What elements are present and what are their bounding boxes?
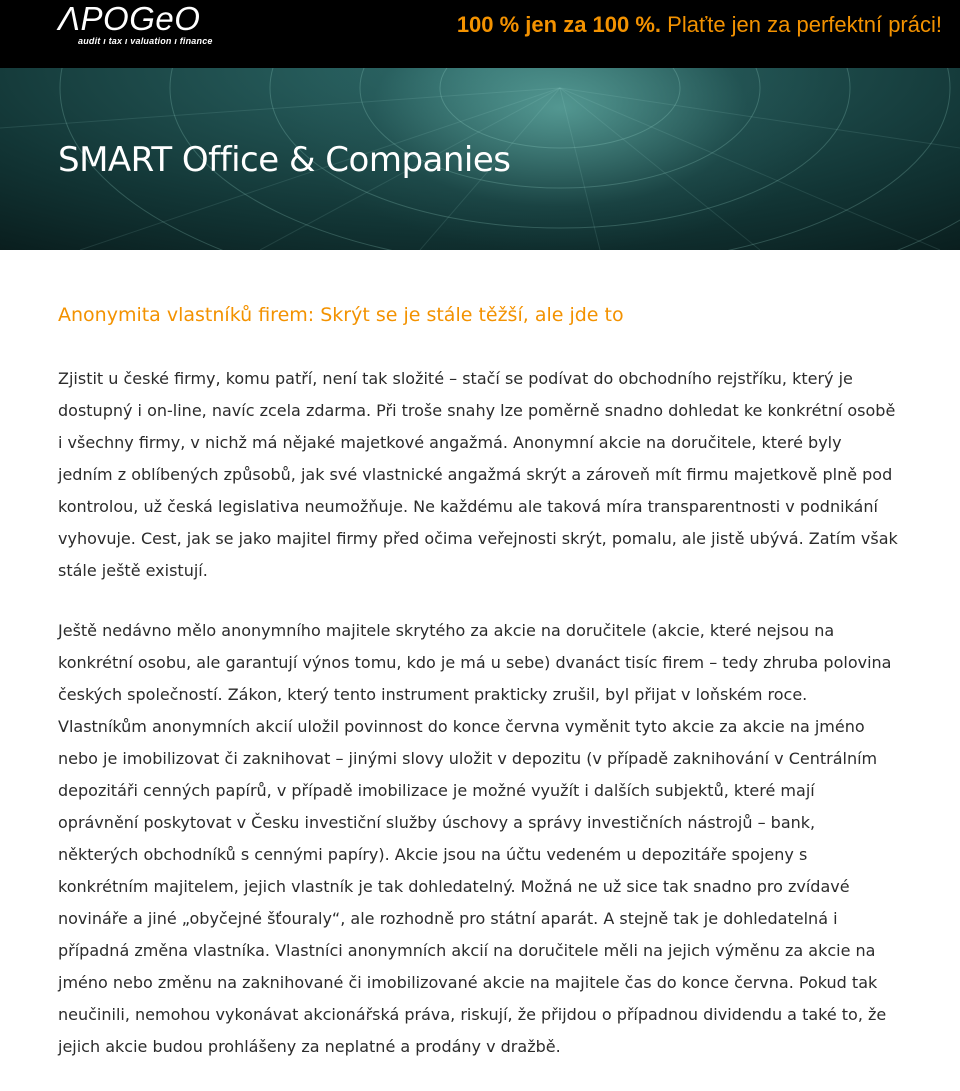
- article-paragraph: Zjistit u české firmy, komu patří, není tak složité – stačí se podívat do obchodního rejstříku, který je dostupný i on-line, navíc zcela zdarma. Při troše snahy lze poměrně snadno dohledat ke konkrétní osobě i všechny firmy, v nichž má nějaké majetkové angažmá. Anonymní akcie na doručitele, které byly jedním z oblíbených způsobů, jak své vlastnické angažmá skrýt a zároveň mít firmu majetkově plně pod kontrolou, už česká legislativa neumožňuje. Ne každému ale taková míra transparentnosti v podnikání vyhovuje. Cest, jak se jako majitel firmy před očima veřejnosti skrýt, pomalu, ale jistě ubývá. Zatím však stále ještě existují.: [58, 369, 898, 580]
- apogeo-logo[interactable]: [58, 2, 213, 46]
- slogan-bold: 100 % jen za 100 %.: [456, 12, 662, 37]
- slogan-rest: Plaťte jen za perfektní práci!: [661, 12, 942, 37]
- page-title: SMART Office & Companies: [58, 140, 511, 180]
- logo-tagline: audit ı tax ı valuation ı finance: [78, 36, 213, 46]
- top-bar: [0, 0, 960, 68]
- article-paragraph: Ještě nedávno mělo anonymního majitele skrytého za akcie na doručitele (akcie, které nejsou na konkrétní osobu, ale garantují výnos tomu, kdo je má u sebe) dvanáct tisíc firem – tedy zhruba polovina českých společností. Zákon, který tento instrument prakticky zrušil, byl přijat v loňském roce. Vlastníkům anonymních akcií uložil povinnost do konce června vyměnit tyto akcie za akcie na jméno nebo je imobilizovat či zaknihovat – jinými slovy uložit v depozitu (v případě zaknihování v Centrálním depozitáři cenných papírů, v případě imobilizace je možné využít i dalších subjektů, které mají oprávnění poskytovat v Česku investiční služby úschovy a správy investičních nástrojů – bank, některých obchodníků s cennými papíry). Akcie jsou na účtu vedeném u depozitáře spojeny s konkrétním majitelem, jejich vlastník je tak dohledatelný. Možná ne už sice tak snadno pro zvídavé novináře a jiné „obyčejné šťouraly“, ale rozhodně pro státní aparát. A stejně tak je dohledatelná i případná změna vlastníka. Vlastníci anonymních akcií na doručitele měli na jejich výměnu za akcie na jméno nebo změnu na zaknihované či imobilizované akcie na majitele čas do konce června. Pokud tak neučinili, nemohou vykonávat akcionářská práva, riskují, že přijdou o případnou dividendu a také to, že jejich akcie budou prohlášeny za neplatné a prodány v dražbě.: [58, 621, 892, 1056]
- logo-name: ΛPOGeO: [58, 0, 201, 37]
- article-heading: Anonymita vlastníků firem: Skrýt se je stále těžší, ale jde to: [58, 304, 624, 326]
- article: [58, 300, 898, 1091]
- slogan: [457, 12, 942, 38]
- hero-banner: [0, 68, 960, 250]
